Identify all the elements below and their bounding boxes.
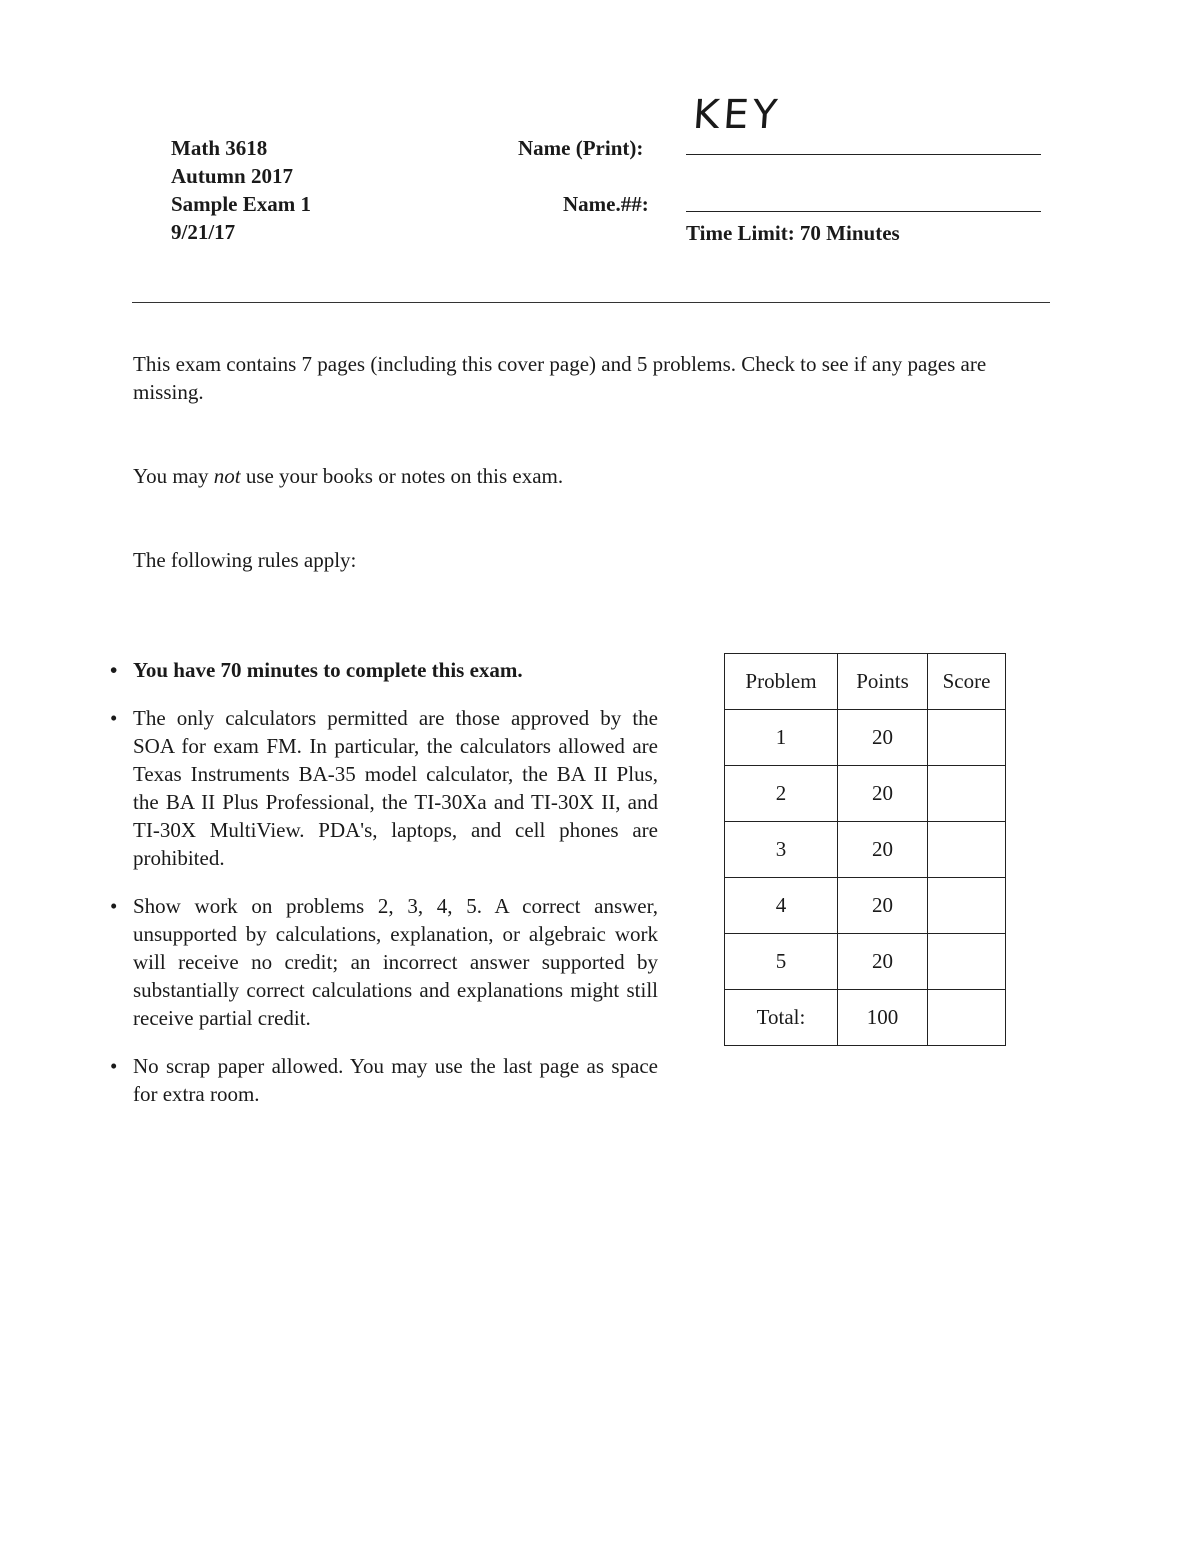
table-row [725,822,1006,878]
points-cell: 20 [838,934,928,990]
header-points: Points [838,654,928,710]
header-score: Score [928,654,1006,710]
problem-cell: 1 [725,710,838,766]
table-row [725,934,1006,990]
score-table [724,653,1006,1046]
score-cell[interactable] [928,934,1006,990]
header-problem: Problem [725,654,838,710]
time-limit: Time Limit: 70 Minutes [686,221,900,245]
problem-cell: 4 [725,878,838,934]
points-cell: 20 [838,878,928,934]
points-cell: 20 [838,822,928,878]
score-cell[interactable] [928,766,1006,822]
name-print-label: Name (Print): [518,136,644,160]
intro-books-not: not [213,464,241,488]
exam-title: Sample Exam 1 [171,192,312,216]
rule-item: • Show work on problems 2, 3, 4, 5. A correct answer, unsupported by calculations, explanation, or algebraic work will receive no credit; an incorrect answer supported by substantially correct calculations and explanations might still receive partial credit. [110,892,658,1032]
total-points-cell: 100 [838,990,928,1046]
table-total-row [725,990,1006,1046]
name-number-label: Name.##: [563,192,649,216]
rules-list [110,656,658,1128]
problem-cell: 5 [725,934,838,990]
problem-cell: 2 [725,766,838,822]
intro-pages: This exam contains 7 pages (including this cover page) and 5 problems. Check to see if any pages are missing. [133,352,987,404]
score-cell[interactable] [928,878,1006,934]
rule-item: • The only calculators permitted are those approved by the SOA for exam FM. In particular, the calculators allowed are Texas Instruments BA-35 model calculator, the BA II Plus, the BA II Plus Professional, the TI-30Xa and TI-30X II, and TI-30X MultiView. PDA's, laptops, and cell phones are prohibited. [110,704,658,872]
course-title: Math 3618 [171,136,268,160]
table-row [725,710,1006,766]
name-print-handwritten: KEY [691,92,783,138]
problem-cell: 3 [725,822,838,878]
score-cell[interactable] [928,710,1006,766]
table-header-row [725,654,1006,710]
name-print-line[interactable] [686,154,1041,155]
intro-books [133,462,1053,490]
name-number-line[interactable] [686,211,1041,212]
intro-books-c: use your books or notes on this exam. [240,464,564,488]
table-row [725,878,1006,934]
header-divider [132,302,1050,303]
intro-rules: The following rules apply: [133,548,357,572]
rule-item: • No scrap paper allowed. You may use the last page as space for extra room. [110,1052,658,1108]
total-label-cell: Total: [725,990,838,1046]
total-score-cell[interactable] [928,990,1006,1046]
course-term: Autumn 2017 [171,164,293,188]
points-cell: 20 [838,710,928,766]
exam-date: 9/21/17 [171,220,236,244]
points-cell: 20 [838,766,928,822]
table-row [725,766,1006,822]
score-cell[interactable] [928,822,1006,878]
rule-item: • You have 70 minutes to complete this exam. [110,656,658,684]
intro-books-a: You may [133,464,214,488]
